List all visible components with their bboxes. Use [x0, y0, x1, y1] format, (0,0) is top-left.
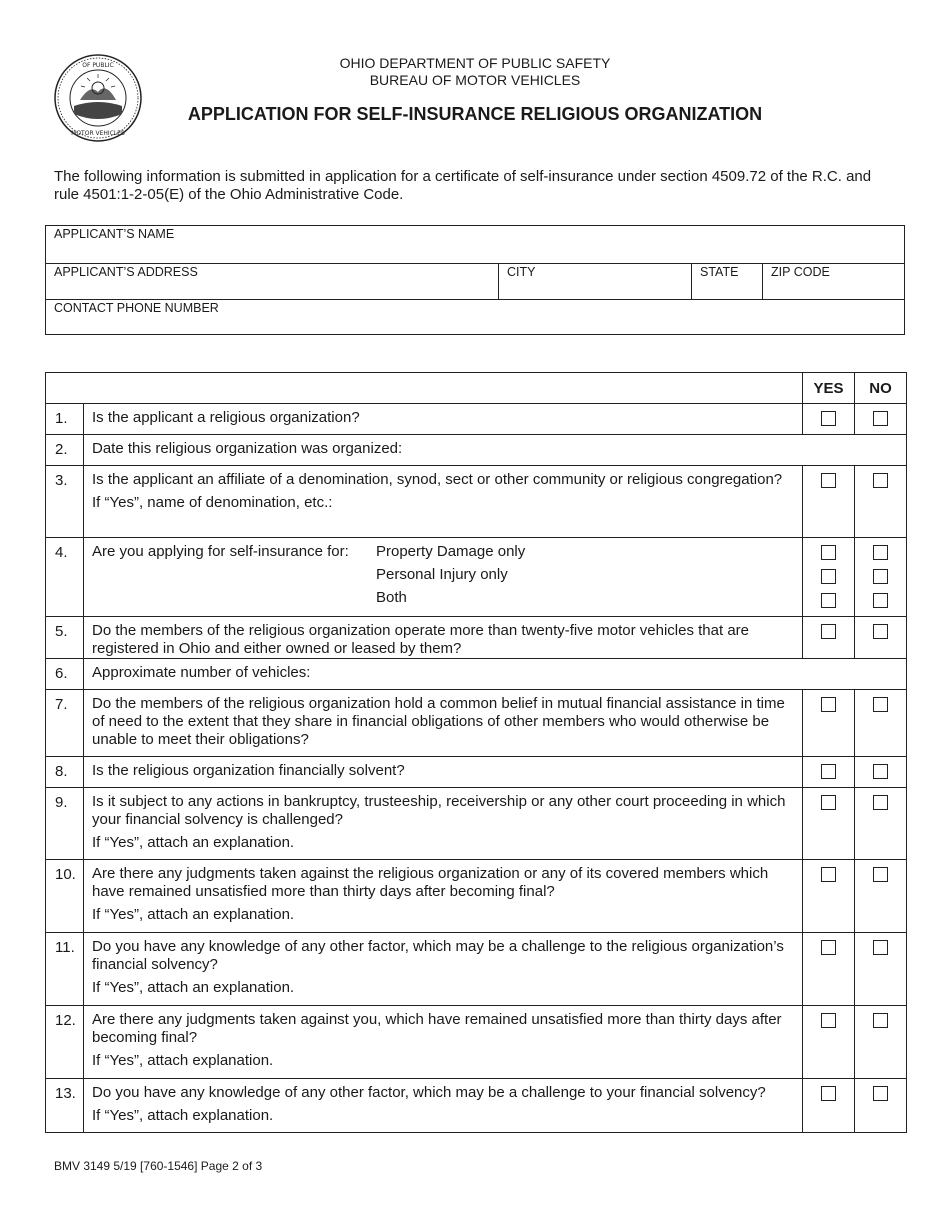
question-number: 4. [46, 538, 84, 617]
question-row-1 [46, 404, 907, 435]
q10-yes-checkbox[interactable] [821, 867, 836, 882]
question-text [84, 690, 803, 757]
q10-yes-cell [803, 860, 855, 933]
question-number: 11. [46, 933, 84, 1006]
option-property-damage: Property Damage only [376, 543, 526, 560]
question-number: 12. [46, 1006, 84, 1079]
q8-yes-checkbox[interactable] [821, 764, 836, 779]
question-row-12 [46, 1006, 907, 1079]
question-number: 9. [46, 788, 84, 860]
question-row-8 [46, 757, 907, 788]
q11-no-cell [855, 933, 907, 1006]
question-row-2 [46, 435, 907, 466]
q8-no-checkbox[interactable] [873, 764, 888, 779]
q13-yes-cell [803, 1079, 855, 1133]
question-text [84, 788, 803, 860]
question-12-text: Are there any judgments taken against you, which have remained unsatisfied more than thirty days after becoming final? [92, 1011, 782, 1046]
q1-no-checkbox[interactable] [873, 411, 888, 426]
question-9-subtext: If “Yes”, attach an explanation. [92, 834, 295, 851]
question-row-5 [46, 617, 907, 659]
q4-personal-injury-yes-checkbox[interactable] [821, 569, 836, 584]
question-text [84, 538, 803, 617]
applicant-address-field[interactable] [46, 264, 498, 300]
question-text [84, 617, 803, 659]
applicant-address-row [46, 263, 904, 300]
question-number: 6. [46, 659, 84, 690]
question-11-text: Do you have any knowledge of any other factor, which may be a challenge to the religious organization’s financial solvency? [92, 938, 784, 973]
no-column-header: NO [855, 373, 907, 404]
question-number: 8. [46, 757, 84, 788]
question-row-9 [46, 788, 907, 860]
question-row-11 [46, 933, 907, 1006]
question-13-text: Do you have any knowledge of any other factor, which may be a challenge to your financial solvency? [92, 1084, 766, 1101]
coverage-option-list [376, 543, 525, 612]
bureau-name: BUREAU OF MOTOR VEHICLES [369, 72, 581, 88]
table-header-row [46, 373, 907, 404]
option-both: Both [376, 589, 407, 606]
question-9-text: Is it subject to any actions in bankruptcy, trusteeship, receivership or any other court proceeding in which your financial solvency is challenged? [92, 793, 786, 828]
state-label: STATE [700, 265, 739, 279]
q3-no-cell [855, 466, 907, 538]
question-text [84, 404, 803, 435]
question-row-6 [46, 659, 907, 690]
option-personal-injury: Personal Injury only [376, 566, 508, 583]
q12-yes-cell [803, 1006, 855, 1079]
yes-column-header: YES [803, 373, 855, 404]
question-row-7 [46, 690, 907, 757]
question-5-text: Do the members of the religious organization operate more than twenty-five motor vehicles that are registered in Ohio and either owned or leased by them? [92, 622, 749, 657]
organized-date-field[interactable] [84, 435, 907, 466]
question-12-subtext: If “Yes”, attach explanation. [92, 1052, 274, 1069]
q9-no-checkbox[interactable] [873, 795, 888, 810]
question-text [84, 1079, 803, 1133]
question-1-text: Is the applicant a religious organization? [92, 409, 360, 426]
q9-yes-checkbox[interactable] [821, 795, 836, 810]
q4-property-damage-yes-checkbox[interactable] [821, 545, 836, 560]
q4-both-yes-checkbox[interactable] [821, 593, 836, 608]
question-3-subtext: If “Yes”, name of denomination, etc.: [92, 494, 333, 511]
contact-phone-label: CONTACT PHONE NUMBER [54, 301, 219, 315]
coverage-options [92, 543, 794, 612]
agency-name: OHIO DEPARTMENT OF PUBLIC SAFETY [339, 55, 611, 71]
q7-yes-checkbox[interactable] [821, 697, 836, 712]
question-7-text: Do the members of the religious organization hold a common belief in mutual financial assistance in time of need to the extent that they share in financial obligations of other members who would otherwise be unable to meet their obligations? [92, 695, 785, 748]
questions-table [45, 372, 907, 1133]
q4-yes-cell [803, 538, 855, 617]
q3-no-checkbox[interactable] [873, 473, 888, 488]
q9-yes-cell [803, 788, 855, 860]
question-11-subtext: If “Yes”, attach an explanation. [92, 979, 295, 996]
svg-text:MOTOR VEHICLES: MOTOR VEHICLES [71, 130, 125, 137]
contact-phone-row [46, 299, 904, 336]
q12-no-checkbox[interactable] [873, 1013, 888, 1028]
q5-yes-cell [803, 617, 855, 659]
city-label: CITY [507, 265, 536, 279]
question-row-10 [46, 860, 907, 933]
header-blank-cell [46, 373, 803, 404]
vehicle-count-field[interactable] [84, 659, 907, 690]
intro-paragraph: The following information is submitted in application for a certificate of self-insurance under section 4509.72 of the R.C. and rule 4501:1-2-05(E) of the Ohio Administrative Code. [54, 168, 872, 203]
zip-code-label: ZIP CODE [771, 265, 830, 279]
svg-text:OF PUBLIC: OF PUBLIC [82, 62, 114, 69]
q7-yes-cell [803, 690, 855, 757]
q1-no-cell [855, 404, 907, 435]
q3-yes-cell [803, 466, 855, 538]
q9-no-cell [855, 788, 907, 860]
q11-no-checkbox[interactable] [873, 940, 888, 955]
q1-yes-checkbox[interactable] [821, 411, 836, 426]
question-8-text: Is the religious organization financially solvent? [92, 762, 405, 779]
question-number: 5. [46, 617, 84, 659]
q10-no-cell [855, 860, 907, 933]
question-text [84, 1006, 803, 1079]
applicant-name-label: APPLICANT’S NAME [54, 227, 175, 241]
applicant-name-field[interactable] [46, 226, 904, 262]
q1-yes-cell [803, 404, 855, 435]
question-number: 13. [46, 1079, 84, 1133]
q5-yes-checkbox[interactable] [821, 624, 836, 639]
q8-yes-cell [803, 757, 855, 788]
question-6-text: Approximate number of vehicles: [92, 664, 311, 681]
question-10-text: Are there any judgments taken against the religious organization or any of its covered members which have remained unsatisfied more than thirty days after becoming final? [92, 865, 769, 900]
city-field[interactable] [498, 264, 691, 300]
q7-no-checkbox[interactable] [873, 697, 888, 712]
q4-no-cell [855, 538, 907, 617]
question-text [84, 860, 803, 933]
form-footer: BMV 3149 5/19 [760-1546] Page 2 of 3 [54, 1159, 263, 1173]
q12-yes-checkbox[interactable] [821, 1013, 836, 1028]
question-13-subtext: If “Yes”, attach explanation. [92, 1107, 274, 1124]
q13-no-checkbox[interactable] [873, 1086, 888, 1101]
q4-personal-injury-no-checkbox[interactable] [873, 569, 888, 584]
q10-no-checkbox[interactable] [873, 867, 888, 882]
q3-yes-checkbox[interactable] [821, 473, 836, 488]
applicant-address-label: APPLICANT’S ADDRESS [54, 265, 198, 279]
state-field[interactable] [691, 264, 762, 300]
q13-yes-checkbox[interactable] [821, 1086, 836, 1101]
question-number: 10. [46, 860, 84, 933]
applicant-name-row [46, 226, 904, 262]
q13-no-cell [855, 1079, 907, 1133]
q4-property-damage-no-checkbox[interactable] [873, 545, 888, 560]
question-10-subtext: If “Yes”, attach an explanation. [92, 906, 295, 923]
question-text [84, 933, 803, 1006]
question-4-text: Are you applying for self-insurance for: [92, 543, 349, 560]
question-number: 7. [46, 690, 84, 757]
q11-yes-checkbox[interactable] [821, 940, 836, 955]
question-row-13 [46, 1079, 907, 1133]
question-text [84, 757, 803, 788]
q12-no-cell [855, 1006, 907, 1079]
q8-no-cell [855, 757, 907, 788]
question-2-text: Date this religious organization was organized: [92, 440, 403, 457]
q5-no-checkbox[interactable] [873, 624, 888, 639]
q5-no-cell [855, 617, 907, 659]
question-number: 3. [46, 466, 84, 538]
question-3-text: Is the applicant an affiliate of a denomination, synod, sect or other community or religious congregation? [92, 471, 783, 488]
question-row-3 [46, 466, 907, 538]
question-number: 1. [46, 404, 84, 435]
applicant-info-box [45, 225, 905, 335]
question-number: 2. [46, 435, 84, 466]
q4-both-no-checkbox[interactable] [873, 593, 888, 608]
form-title: APPLICATION FOR SELF-INSURANCE RELIGIOUS ORGANIZATION [187, 104, 763, 124]
contact-phone-field[interactable] [46, 300, 904, 336]
question-row-4 [46, 538, 907, 617]
zip-code-field[interactable] [762, 264, 904, 300]
q11-yes-cell [803, 933, 855, 1006]
question-text [84, 466, 803, 538]
q7-no-cell [855, 690, 907, 757]
